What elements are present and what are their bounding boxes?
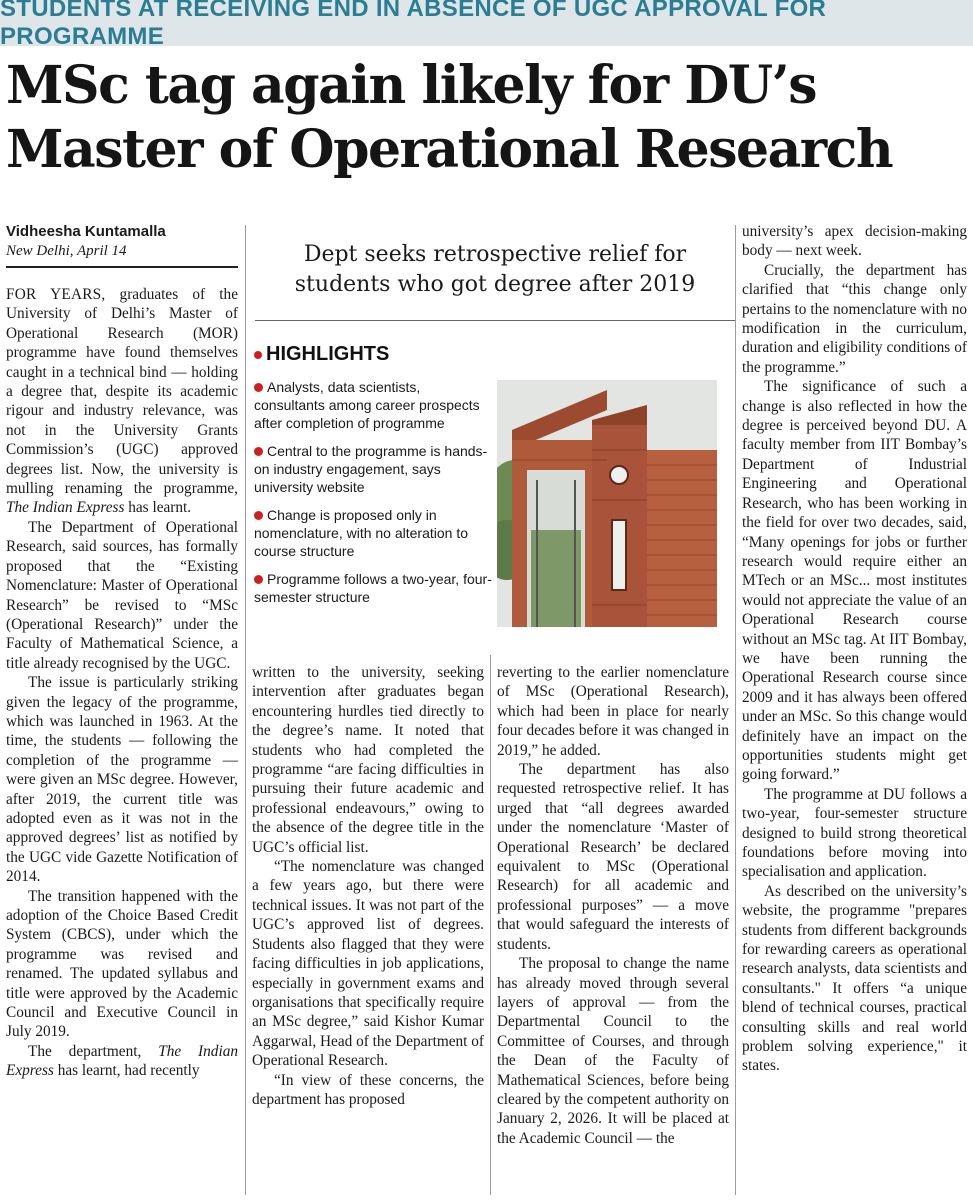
article-column-2 — [252, 663, 484, 1109]
building-photo — [497, 380, 717, 627]
paragraph: As described on the university’s website, the programme "prepares students from different backgrounds for rewarding careers as operational research analysts, data scientists and consultants." It offers “a unique blend of technical courses, practical consulting skills and real world problem solving experience," it states. — [742, 882, 967, 1075]
paragraph: The transition happened with the adoption of the Choice Based Credit System (CBCS), under which the programme was revised and renamed. The updated syllabus and title were approved by the Academic Council and Executive Council in July 2019. — [6, 887, 238, 1041]
highlight-item: Programme follows a two-year, four-semester structure — [254, 571, 492, 605]
bullet-dot-icon — [254, 447, 263, 456]
paragraph: The department has also requested retrospective relief. It has urged that “all degrees awarded under the nomenclature ‘Master of Operational Research’ be declared equivalent to MSc (Operational Research) for all academic and professional purposes” — a move that would safeguard the interests of students. — [497, 761, 729, 953]
highlight-item: Change is proposed only in nomenclature, with no alteration to course structure — [254, 507, 469, 559]
paragraph: The proposal to change the name has already moved through several layers of approval — from the Departmental Council to the Committee of Courses, and through the Dean of the Faculty of Mathematical Sciences, before being cleared by the competent authority on January 2, 2026. It will be placed at the Academic Council — the — [497, 955, 729, 1147]
article-column-4 — [742, 222, 967, 1076]
paragraph: The Department of Operational Research, said sources, has formally proposed that the “Existing Nomenclature: Master of Operational Research” be revised to “MSc (Operational Research)” under the Faculty of Mathematical Science, a title already recognised by the UGC. — [6, 518, 238, 672]
headline — [6, 54, 966, 182]
highlight-item: Analysts, data scientists, consultants among career prospects after completion of programme — [254, 379, 480, 431]
bullet-dot-icon — [254, 511, 263, 520]
column-divider — [490, 655, 491, 1195]
highlights-heading: HIGHLIGHTS — [254, 343, 389, 366]
deck-subheadline — [255, 240, 735, 300]
author-name: Vidheesha Kuntamalla — [6, 223, 166, 240]
column-divider — [245, 225, 246, 1195]
bullet-dot-icon — [254, 351, 262, 359]
article-column-3 — [497, 663, 729, 1148]
paragraph: The significance of such a change is also reflected in how the degree is perceived beyond DU. A faculty member from IIT Bombay’s Department of Industrial Engineering and Operational Research, who has been working in the field for over two decades, said, “Many openings for jobs or further research would require either an MTech or an MSc... most institutes would not appreciate the value of an Operational Research course without an MSc tag. At IIT Bombay, we have been running the Operational Research course since 2009 and it has always been offered under an MSc. So this change would definitely have an impact on the opportunities students might get going forward.” — [742, 378, 967, 784]
paragraph: university’s apex decision-making body — next week. — [742, 223, 967, 260]
bullet-dot-icon — [254, 575, 263, 584]
headline-line-1: MSc tag again likely for DU’s — [6, 55, 817, 116]
paragraph: The programme at DU follows a two-year, four-semester structure designed to build strong theoretical foundations before moving into specialisation and application. — [742, 785, 967, 881]
paragraph: The department, The Indian Express has learnt, had recently — [6, 1042, 238, 1080]
paragraph: FOR YEARS, graduates of the University of Delhi’s Master of Operational Research (MOR) programme have found themselves caught in a technical bind — holding a degree that, despite its academic rigour and industry relevance, was not in the University Grants Commission’s (UGC) approved degrees list. Now, the university is mulling renaming the programme, The Indian Express has learnt. — [6, 286, 238, 517]
dateline: New Delhi, April 14 — [6, 243, 127, 259]
headline-line-2: Master of Operational Research — [6, 119, 893, 180]
deck-line-1: Dept seeks retrospective relief for — [303, 242, 687, 267]
highlights-list — [254, 378, 494, 616]
kicker-banner: STUDENTS AT RECEIVING END IN ABSENCE OF UGC APPROVAL FOR PROGRAMME — [0, 0, 973, 46]
highlight-item: Central to the programme is hands-on industry engagement, says university website — [254, 443, 488, 495]
paragraph: reverting to the earlier nomenclature of MSc (Operational Research), which had been in place for nearly four decades before it was changed in 2019,” he added. — [497, 664, 729, 759]
deck-line-2: students who got degree after 2019 — [294, 272, 696, 297]
building-photo-icon — [497, 380, 717, 627]
paragraph: written to the university, seeking intervention after graduates began encountering hurdles tied directly to the degree’s name. It noted that students who had completed the programme “are facing difficulties in pursuing their future academic and professional endeavours,” owing to the absence of the degree title in the UGC’s official list. — [252, 664, 484, 856]
byline — [6, 222, 238, 260]
article-column-1 — [6, 285, 238, 1081]
paragraph: “The nomenclature was changed a few years ago, but there were technical issues. It was not part of the UGC’s approved list of degrees. Students also flagged that they were facing difficulties in job applications, especially in government exams and organisations that specifically require an MSc degree,” said Kishor Kumar Aggarwal, Head of the Department of Operational Research. — [252, 858, 484, 1070]
paragraph: Crucially, the department has clarified that “this change only pertains to the nomenclature with no modification in the curriculum, duration and eligibility conditions of the programme.” — [742, 261, 967, 376]
byline-rule — [6, 266, 238, 268]
paragraph: “In view of these concerns, the department has proposed — [252, 1071, 484, 1108]
bullet-dot-icon — [254, 383, 263, 392]
deck-rule — [255, 320, 735, 321]
column-divider — [735, 225, 736, 1195]
paragraph: The issue is particularly striking given the legacy of the programme, which was launched in 1963. At the time, the students — following the completion of the programme — were given an MSc degree. However, after 2019, the current title was adopted even as it was not in the approved degrees’ list as notified by the UGC vide Gazette Notification of 2014. — [6, 674, 238, 886]
